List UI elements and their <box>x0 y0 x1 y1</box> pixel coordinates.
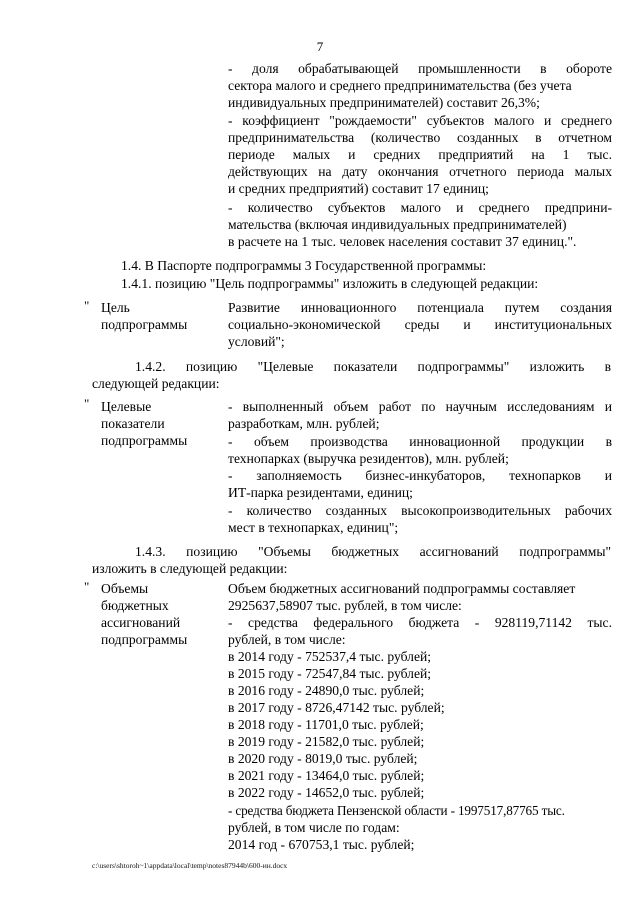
quote-mark: " <box>84 396 90 411</box>
budget-year-line: в 2019 году - 21582,0 тыс. рублей; <box>228 734 425 749</box>
targets-text: технопарках (выручка резидентов), млн. рублей; <box>228 451 509 466</box>
bullet-line: в расчете на 1 тыс. человек населения составит 37 единиц.". <box>228 234 577 249</box>
goal-text: Развитие инновационного потенциала путем создания <box>228 300 612 315</box>
bullet-line: - количество субъектов малого и среднего предприни- <box>228 200 612 215</box>
footer-file-path: c:\users\shtoroh~1\appdata\local\temp\notes87944b\600-ин.docx <box>92 861 288 870</box>
budget-text: рублей, в том числе: <box>228 632 346 647</box>
section-1-4-3-cont: изложить в следующей редакции: <box>92 561 288 576</box>
budget-year-line: в 2014 году - 752537,4 тыс. рублей; <box>228 649 432 664</box>
quote-mark: " <box>84 298 90 313</box>
budget-year-line: в 2022 году - 14652,0 тыс. рублей; <box>228 785 425 800</box>
budget-label: Объемы <box>101 581 149 596</box>
budget-label: бюджетных <box>101 598 169 613</box>
targets-text: мест в технопарках, единиц"; <box>228 520 399 535</box>
budget-label: подпрограммы <box>101 632 188 647</box>
bullet-line: действующих на дату окончания отчетного периода малых <box>228 164 612 179</box>
bullet-line: предпринимательства (количество созданных в отчетном <box>228 130 612 145</box>
section-1-4: 1.4. В Паспорте подпрограммы 3 Государственной программы: <box>121 258 487 273</box>
goal-text: социально-экономической среды и институциональных <box>228 317 612 332</box>
goal-label: Цель <box>101 300 130 315</box>
targets-text: ИТ-парка резидентами, единиц; <box>228 485 413 500</box>
budget-year-line: в 2015 году - 72547,84 тыс. рублей; <box>228 666 432 681</box>
goal-label: подпрограммы <box>101 317 188 332</box>
budget-year-line: в 2017 году - 8726,47142 тыс. рублей; <box>228 700 445 715</box>
budget-year-line: в 2021 году - 13464,0 тыс. рублей; <box>228 768 425 783</box>
targets-text: - количество созданных высокопроизводительных рабочих <box>228 503 612 518</box>
targets-label: подпрограммы <box>101 433 188 448</box>
budget-text: 2925637,58907 тыс. рублей, в том числе: <box>228 598 462 613</box>
page-number: 7 <box>316 39 324 54</box>
bullet-line: сектора малого и среднего предпринимательства (без учета <box>228 78 572 93</box>
bullet-line: индивидуальных предпринимателей) составит 26,3%; <box>228 95 540 110</box>
bullet-line: мательства (включая индивидуальных предпринимателей) <box>228 217 567 232</box>
bullet-line: - коэффициент "рождаемости" субъектов малого и среднего <box>228 113 612 128</box>
section-1-4-2: 1.4.2. позицию "Целевые показатели подпрограммы" изложить в <box>135 359 611 374</box>
section-1-4-2-cont: следующей редакции: <box>92 376 220 391</box>
targets-label: показатели <box>101 416 165 431</box>
budget-year-line: в 2018 году - 11701,0 тыс. рублей; <box>228 717 424 732</box>
goal-text: условий"; <box>228 334 285 349</box>
budget-text: рублей, в том числе по годам: <box>228 820 400 835</box>
budget-label: ассигнований <box>101 615 181 630</box>
bullet-line: и средних предприятий) составит 17 единиц; <box>228 181 489 196</box>
quote-mark: " <box>84 579 90 594</box>
budget-text: Объем бюджетных ассигнований подпрограммы составляет <box>228 581 576 596</box>
targets-text: - выполненный объем работ по научным исследованиям и <box>228 399 612 414</box>
budget-text: - средства бюджета Пензенской области - 1997517,87765 тыс. <box>228 803 565 818</box>
bullet-line: - доля обрабатывающей промышленности в обороте <box>228 61 612 76</box>
targets-text: - объем производства инновационной продукции в <box>228 434 612 449</box>
section-1-4-3: 1.4.3. позицию "Объемы бюджетных ассигнований подпрограммы" <box>135 544 611 559</box>
targets-label: Целевые <box>101 399 152 414</box>
budget-text: - средства федерального бюджета - 928119,71142 тыс. <box>228 615 612 630</box>
budget-year-line: в 2016 году - 24890,0 тыс. рублей; <box>228 683 425 698</box>
budget-year-line: в 2020 году - 8019,0 тыс. рублей; <box>228 751 418 766</box>
budget-year-line: 2014 год - 670753,1 тыс. рублей; <box>228 837 415 852</box>
bullet-line: периоде малых и средних предприятий на 1 тыс. <box>228 147 612 162</box>
section-1-4-1: 1.4.1. позицию "Цель подпрограммы" изложить в следующей редакции: <box>121 276 539 291</box>
targets-text: разработкам, млн. рублей; <box>228 416 380 431</box>
targets-text: - заполняемость бизнес-инкубаторов, технопарков и <box>228 468 612 483</box>
